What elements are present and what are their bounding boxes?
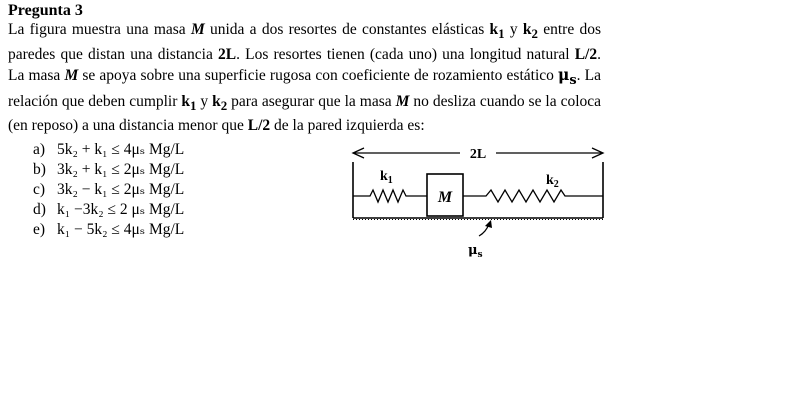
spring-k2-label: $k_2$: [546, 173, 559, 190]
spring-k2: [463, 190, 603, 202]
option-e[interactable]: e) k₁ − 5k₂ ≤ 4μₛ Mg/L: [33, 221, 185, 238]
friction-coefficient-label: $\mu_s$: [468, 243, 483, 260]
option-c[interactable]: c) 3k₂ − k₁ ≤ 2μₛ Mg/L: [33, 181, 185, 198]
question-title: Pregunta 3: [8, 2, 83, 19]
option-b[interactable]: b) 3k₂ + k₁ ≤ 2μₛ Mg/L: [33, 161, 185, 178]
option-d[interactable]: d) k₁ −3k₂ ≤ 2 μₛ Mg/L: [33, 201, 185, 218]
spring-k1-label: $k_1$: [380, 169, 393, 186]
spring-k1: [353, 190, 427, 202]
distance-label: 2L: [469, 147, 487, 162]
mass-symbol: M: [190, 21, 205, 38]
option-a[interactable]: a) 5k₂ + k₁ ≤ 4μₛ Mg/L: [33, 141, 185, 158]
friction-pointer: [479, 220, 492, 236]
mass-label: M: [437, 189, 453, 206]
answer-options: [33, 140, 184, 240]
distance-arrow: [353, 147, 603, 162]
spring-mass-figure: [348, 138, 610, 264]
question-statement: La figura muestra una masa M unida a dos resortes de constantes elásticas $k_1$ y $k_2$ entre dos paredes que distan una distancia 2L. Los resortes tienen (cada uno) una longitud natural L/2. La masa M se apoya sobre una superficie rugosa con coeficiente de rozamiento estático $\mu_s$. La relación que deben cumplir $k_1$ y $k_2$ para asegurar que la masa M no desliza cuando se la coloca (en reposo) a una distancia menor que L/2 de la pared izquierda es:: [8, 21, 602, 135]
